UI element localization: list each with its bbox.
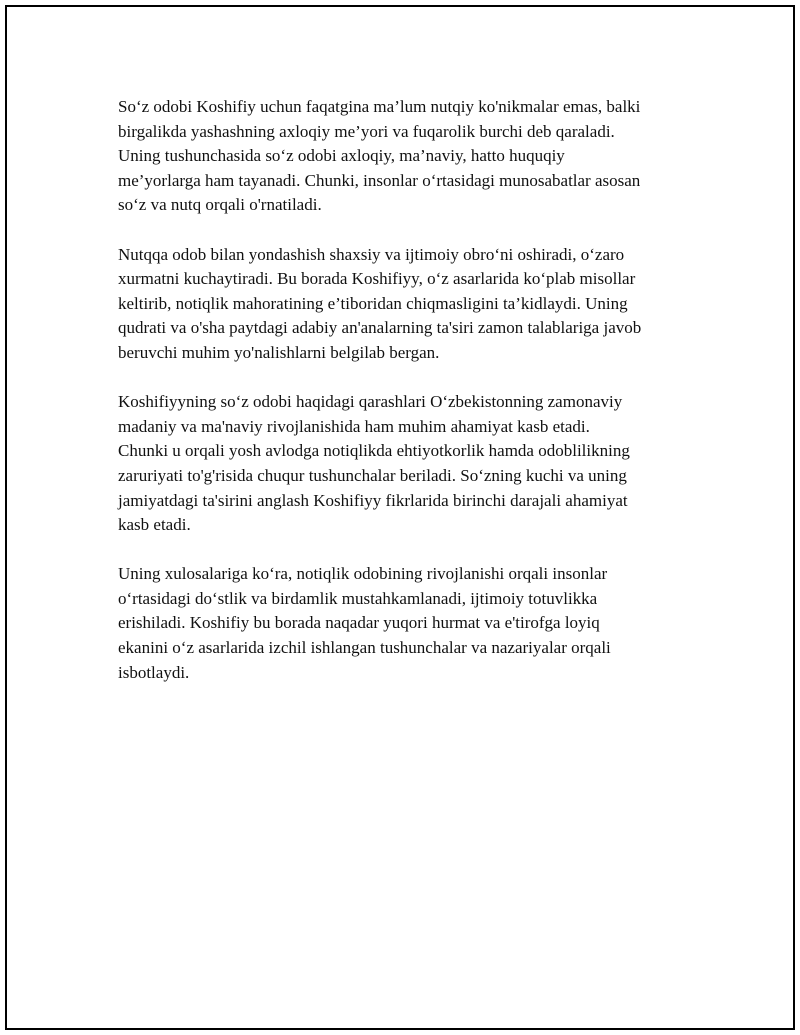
paragraph-1: So‘z odobi Koshifiy uchun faqatgina ma’lum nutqiy ko'nikmalar emas, balki birgalikda yashashning axloqiy me’yori va fuqarolik burchi deb qaraladi. Uning tushunchasida so‘z odobi axloqiy, ma’naviy, hatto huquqiy me’yorlarga ham tayanadi. Chunki, insonlar o‘rtasidagi munosabatlar asosan so‘z va nutq orqali o'rnatiladi. xyxy=(118,97,641,215)
document-page xyxy=(5,5,795,1030)
paragraph-2: Nutqqa odob bilan yondashish shaxsiy va ijtimoiy obro‘ni oshiradi, o‘zaro xurmatni kuchaytiradi. Bu borada Koshifiyy, o‘z asarlarida ko‘plab misollar keltirib, notiqlik mahoratining e’tiboridan chiqmasligini ta’kidlaydi. Uning qudrati va o'sha paytdagi adabiy an'analarning ta'siri zamon talablariga javob beruvchi muhim yo'nalishlarni belgilab bergan. xyxy=(118,244,642,362)
paragraph-4: Uning xulosalariga ko‘ra, notiqlik odobining rivojlanishi orqali insonlar o‘rtasidagi do‘stlik va birdamlik mustahkamlanadi, ijtimoiy totuvlikka erishiladi. Koshifiy bu borada naqadar yuqori hurmat va e'tirofga loyiq ekanini o‘z asarlarida izchil ishlangan tushunchalar va nazariyalar orqali isbotlaydi. xyxy=(118,564,611,682)
document-body xyxy=(118,95,700,710)
paragraph-3: Koshifiyyning so‘z odobi haqidagi qarashlari O‘zbekistonning zamonaviy madaniy va ma'naviy rivojlanishida ham muhim ahamiyat kasb etadi. Chunki u orqali yosh avlodga notiqlikda ehtiyotkorlik hamda odoblilikning zaruriyati to'g'risida chuqur tushunchalar beriladi. So‘zning kuchi va uning jamiyatdagi ta'sirini anglash Koshifiyy fikrlarida birinchi darajali ahamiyat kasb etadi. xyxy=(118,392,630,535)
